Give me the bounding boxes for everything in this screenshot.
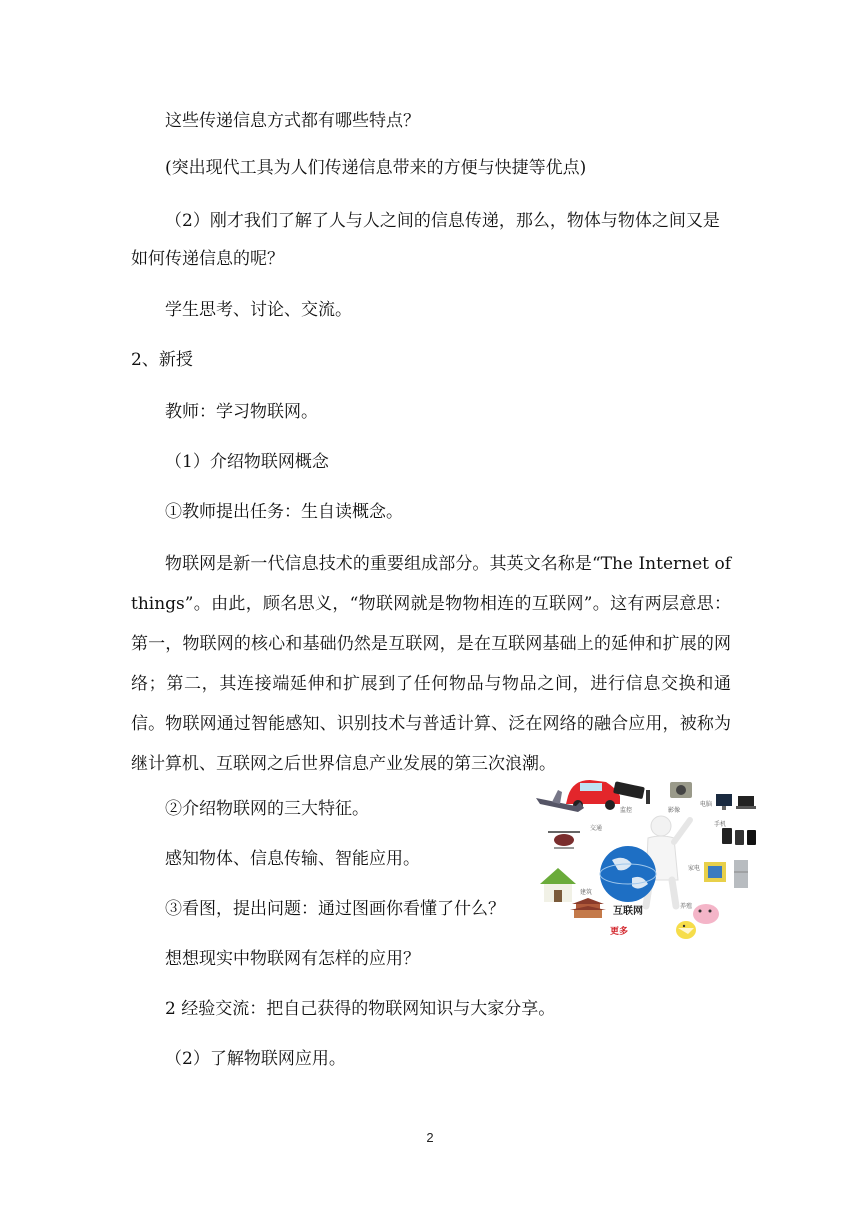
photo-camera-icon — [670, 782, 692, 798]
label-farming: 养殖 — [680, 903, 693, 910]
car-icon — [566, 780, 620, 810]
house-icon — [540, 868, 576, 902]
computer-icon — [716, 794, 756, 810]
chick-icon — [676, 921, 696, 939]
task-line: ①教师提出任务：生自读概念。 — [165, 502, 403, 522]
iot-definition-paragraph: 物联网是新一代信息技术的重要组成部分。其英文名称是“The Internet of things”。由此，顾名思义，“物联网就是物物相连的互联网”。这有两层意思：第一，物联网的核心和基础仍然是互联网，是在互联网基础上的延伸和扩展的网络；第二，其连接端延伸和扩展到了任何物品与物品之间，进行信息交换和通信。物联网通过智能感知、识别技术与普适计算、泛在网络的融合应用，被称为继计算机、互联网之后世界信息产业发展的第三次浪潮。 — [131, 554, 731, 774]
question-line: 这些传递信息方式都有哪些特点？ — [165, 111, 420, 131]
tv-icon — [704, 862, 726, 882]
label-computer: 电脑 — [700, 801, 713, 808]
label-monitoring: 监控 — [620, 807, 633, 814]
label-imaging: 影像 — [668, 807, 681, 814]
helicopter-icon — [548, 832, 580, 848]
application-question-line: 想想现实中物联网有怎样的应用？ — [165, 949, 420, 969]
temple-icon — [570, 898, 606, 918]
question-line-2b: 如何传递信息的呢？ — [131, 249, 284, 269]
fridge-icon — [734, 860, 748, 888]
label-internet: 互联网 — [613, 906, 643, 917]
features-list-line: 感知物体、信息传输、智能应用。 — [165, 849, 420, 869]
student-activity-line: 学生思考、讨论、交流。 — [165, 300, 352, 320]
subsection-heading: （1）介绍物联网概念 — [165, 452, 329, 472]
pig-icon — [693, 904, 719, 924]
section-heading: 2、新授 — [131, 350, 193, 370]
iot-illustration — [528, 768, 790, 948]
subsection-heading-2: （2）了解物联网应用。 — [165, 1049, 346, 1069]
label-phone: 手机 — [714, 821, 727, 828]
features-line: ②介绍物联网的三大特征。 — [165, 799, 369, 819]
label-transport: 交通 — [590, 825, 603, 832]
globe-icon — [600, 846, 656, 902]
page-number: 2 — [426, 1130, 434, 1145]
label-more: 更多 — [610, 927, 629, 937]
phone-icon — [722, 828, 756, 845]
teacher-line: 教师：学习物联网。 — [165, 402, 318, 422]
question-line-2a: （2）刚才我们了解了人与人之间的信息传递，那么，物体与物体之间又是 — [165, 211, 720, 231]
picture-question-line: ③看图，提出问题：通过图画你看懂了什么？ — [165, 899, 505, 919]
experience-line: 2 经验交流：把自己获得的物联网知识与大家分享。 — [165, 999, 556, 1019]
label-building: 建筑 — [580, 889, 593, 896]
note-line: (突出现代工具为人们传递信息带来的方便与快捷等优点) — [165, 158, 587, 178]
iot-illustration-svg — [528, 768, 790, 948]
label-appliance: 家电 — [688, 865, 701, 872]
